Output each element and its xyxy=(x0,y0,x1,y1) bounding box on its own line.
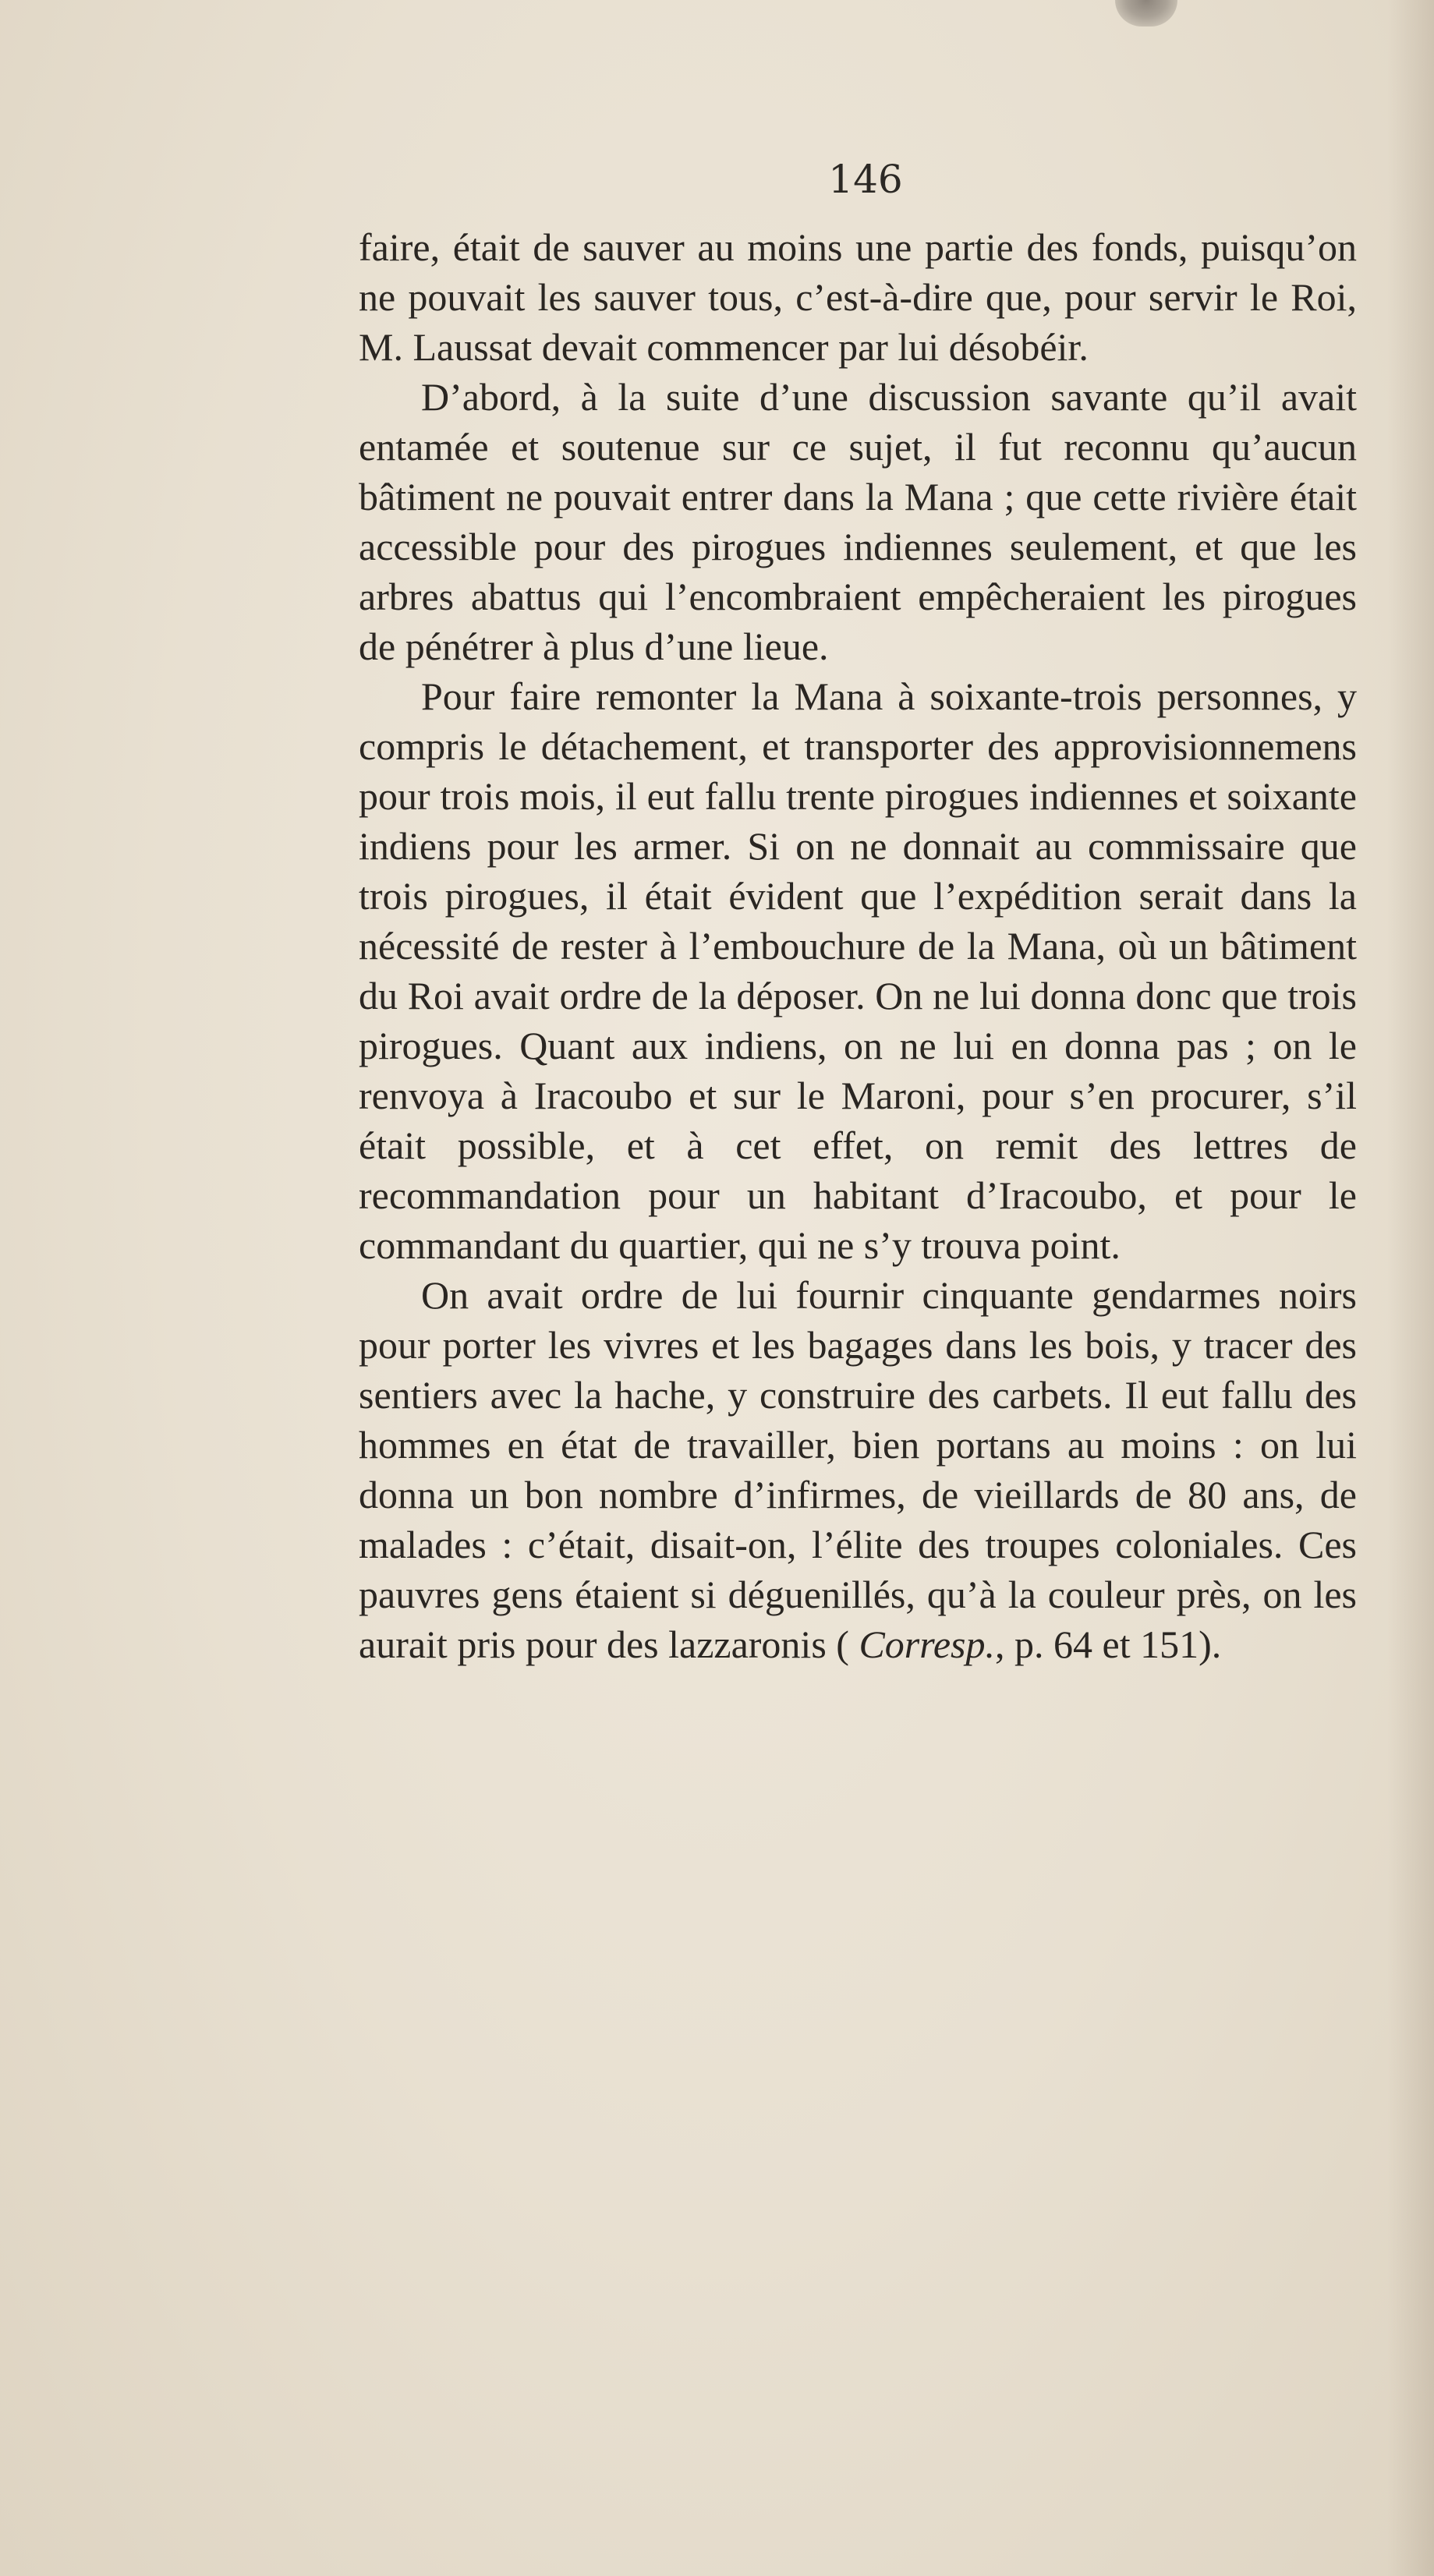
paragraph-3: Pour faire remonter la Mana à soixante-trois personnes, y compris le détachement, et transporter des approvisionnemens pour trois mois, il eut fallu trente pirogues indiennes et soixante indiens pour les armer. Si on ne donnait au commissaire que trois pirogues, il était évident que l’expédition serait dans la nécessité de rester à l’embouchure de la Mana, où un bâtiment du Roi avait ordre de la déposer. On ne lui donna donc que trois pirogues. Quant aux indiens, on ne lui en donna pas ; on le renvoya à Iracoubo et sur le Maroni, pour s’en procurer, s’il était possible, et à cet effet, on remit des lettres de recommandation pour un habitant d’Iracoubo, et pour le commandant du quartier, qui ne s’y trouva point. xyxy=(359,674,1357,1267)
citation-italic: Corresp. xyxy=(859,1622,995,1666)
binding-stain xyxy=(1115,0,1177,27)
body-text xyxy=(359,222,1357,1669)
paragraph-2: D’abord, à la suite d’une discussion savante qu’il avait entamée et soutenue sur ce sujet, il fut reconnu qu’aucun bâtiment ne pouvait entrer dans la Mana ; que cette rivière était accessible pour des pirogues indiennes seulement, et que les arbres abattus qui l’encombraient empêcheraient les pirogues de pénétrer à plus d’une lieue. xyxy=(359,375,1357,668)
paragraph-4-text: On avait ordre de lui fournir cinquante gendarmes noirs pour porter les vivres et les bagages dans les bois, y tracer des sentiers avec la hache, y construire des carbets. Il eut fallu des hommes en état de travailler, bien portans au moins : on lui donna un bon nombre d’infirmes, de vieillards de 80 ans, de malades : c’était, disait-on, l’élite des troupes coloniales. Ces pauvres gens étaient si déguenillés, qu’à la couleur près, on les aurait pris pour des lazzaronis ( xyxy=(359,1273,1357,1666)
paragraph-1: faire, était de sauver au moins une partie des fonds, puisqu’on ne pouvait les sauver tous, c’est-à-dire que, pour servir le Roi, M. Laussat devait commencer par lui désobéir. xyxy=(359,225,1357,369)
page-number: 146 xyxy=(828,157,903,202)
paragraph-4-end: , p. 64 et 151). xyxy=(995,1622,1222,1666)
paragraph-4 xyxy=(359,1270,1357,1669)
